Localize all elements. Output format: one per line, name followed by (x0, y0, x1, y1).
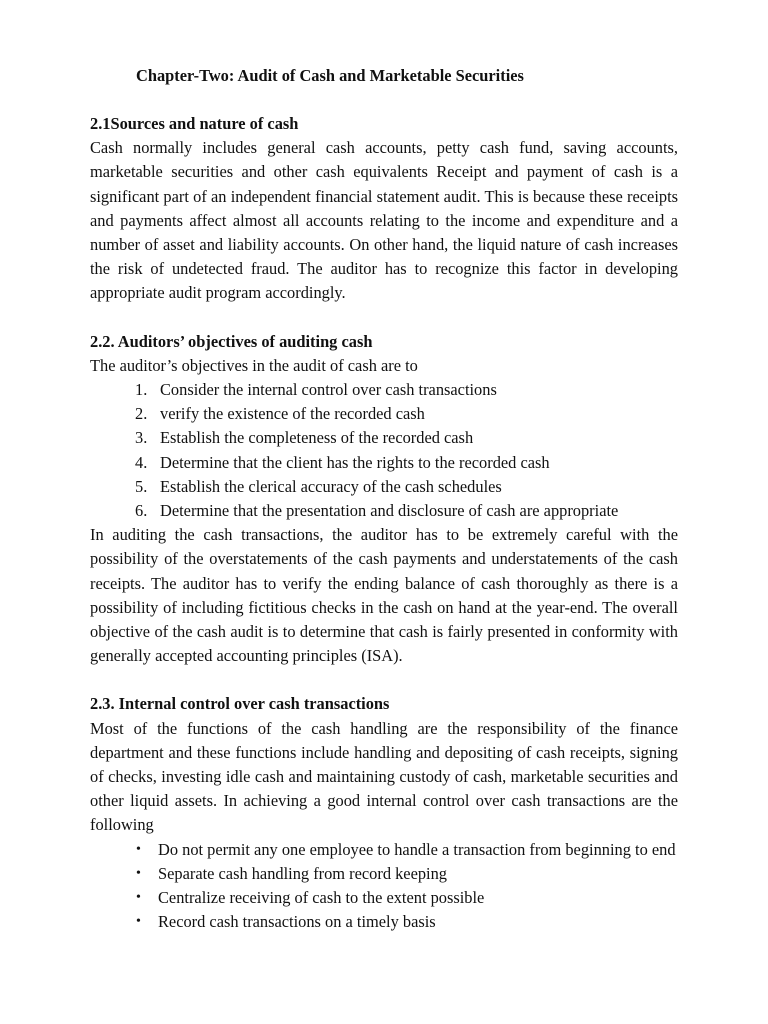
list-item (135, 451, 678, 475)
list-text: verify the existence of the recorded cash (160, 404, 425, 424)
list-text: Centralize receiving of cash to the extent possible (158, 888, 485, 908)
section-intro: The auditor’s objectives in the audit of cash are to (90, 355, 418, 375)
list-number: 5. (135, 476, 148, 496)
section-paragraph: Most of the functions of the cash handling are the responsibility of the finance department and these functions include handling and depositing of cash receipts, signing of checks, investing idle cash and maintaining custody of cash, marketable securities and other liquid assets. In achieving a good internal control over cash transactions are the following (90, 718, 678, 835)
list-item (135, 475, 678, 499)
section-heading: 2.1Sources and nature of cash (90, 114, 299, 133)
list-item (136, 886, 678, 910)
list-item (135, 426, 678, 450)
list-text: Record cash transactions on a timely basis (158, 912, 436, 932)
bullet-icon: • (136, 865, 141, 881)
list-text: Determine that the client has the rights to the recorded cash (160, 452, 550, 472)
list-number: 3. (135, 428, 148, 448)
list-text: Consider the internal control over cash transactions (160, 380, 497, 400)
list-text: Separate cash handling from record keeping (158, 863, 447, 883)
list-item (136, 910, 678, 934)
bullet-icon: • (136, 914, 141, 930)
list-number: 1. (135, 380, 148, 400)
list-item (135, 499, 678, 523)
list-item (135, 378, 678, 402)
document-page (90, 64, 678, 959)
list-item (136, 838, 678, 862)
list-number: 6. (135, 501, 148, 521)
section-heading: 2.2. Auditors’ objectives of auditing cash (90, 331, 373, 351)
section-auditors-objectives (90, 330, 678, 669)
list-text: Do not permit any one employee to handle a transaction from beginning to end (158, 839, 676, 859)
list-item (136, 862, 678, 886)
section-heading: 2.3. Internal control over cash transactions (90, 694, 390, 714)
list-text: Establish the completeness of the recorded cash (160, 428, 474, 448)
section-internal-control (90, 692, 678, 934)
list-number: 2. (135, 404, 148, 424)
list-text: Establish the clerical accuracy of the cash schedules (160, 476, 502, 496)
list-item (135, 402, 678, 426)
bullet-icon: • (136, 841, 141, 857)
section-paragraph: Cash normally includes general cash accounts, petty cash fund, saving accounts, marketable securities and other cash equivalents Receipt and payment of cash is a significant part of an independent financial statement audit. This is because these receipts and payments affect almost all accounts relating to the income and expenditure and a number of asset and liability accounts. On other hand, the liquid nature of cash increases the risk of undetected fraud. The auditor has to recognize this factor in developing appropriate audit program accordingly. (90, 138, 678, 303)
section-sources-nature (90, 112, 678, 306)
controls-list (90, 838, 678, 935)
bullet-icon: • (136, 890, 141, 906)
objectives-list (90, 378, 678, 523)
list-number: 4. (135, 452, 148, 472)
chapter-title: Chapter-Two: Audit of Cash and Marketable Securities (136, 66, 524, 85)
list-text: Determine that the presentation and disclosure of cash are appropriate (160, 501, 619, 521)
section-paragraph: In auditing the cash transactions, the auditor has to be extremely careful with the possibility of the overstatements of the cash payments and understatements of the cash receipts. The auditor has to verify the ending balance of cash thoroughly as there is a possibility of including fictitious checks in the cash on hand at the year-end. The overall objective of the cash audit is to determine that cash is fairly presented in conformity with generally accepted accounting principles (ISA). (90, 525, 678, 666)
